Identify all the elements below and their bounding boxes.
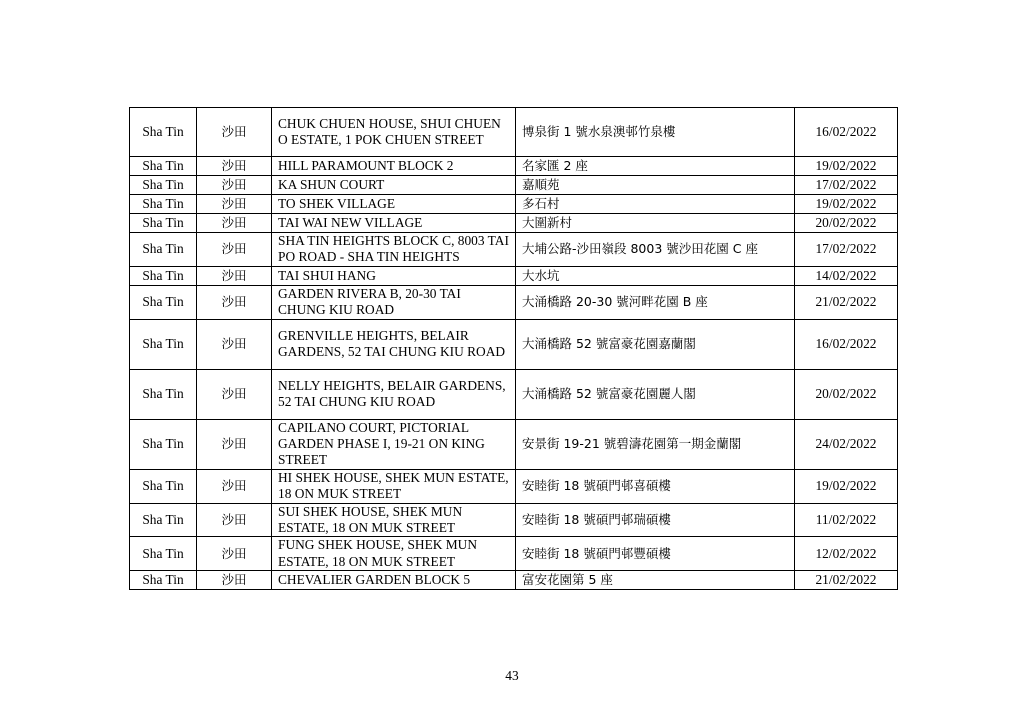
address-zh-cell: 大涌橋路 20-30 號河畔花園 B 座 [516, 285, 795, 319]
address-en-cell: CHEVALIER GARDEN BLOCK 5 [272, 571, 516, 590]
address-en-cell: CHUK CHUEN HOUSE, SHUI CHUEN O ESTATE, 1 POK CHUEN STREET [272, 108, 516, 157]
table-row [130, 369, 898, 419]
address-zh-cell: 大埔公路-沙田嶺段 8003 號沙田花園 C 座 [516, 233, 795, 267]
table-row [130, 419, 898, 469]
district-en-cell: Sha Tin [130, 157, 197, 176]
district-zh-cell: 沙田 [197, 319, 272, 369]
district-zh-cell: 沙田 [197, 266, 272, 285]
table-row [130, 469, 898, 503]
address-en-cell: SHA TIN HEIGHTS BLOCK C, 8003 TAI PO ROAD - SHA TIN HEIGHTS [272, 233, 516, 267]
date-cell: 19/02/2022 [795, 157, 898, 176]
table-row [130, 285, 898, 319]
district-zh-cell: 沙田 [197, 469, 272, 503]
date-cell: 24/02/2022 [795, 419, 898, 469]
date-cell: 20/02/2022 [795, 214, 898, 233]
district-en-cell: Sha Tin [130, 571, 197, 590]
table-row [130, 157, 898, 176]
date-cell: 19/02/2022 [795, 469, 898, 503]
district-zh-cell: 沙田 [197, 233, 272, 267]
district-en-cell: Sha Tin [130, 176, 197, 195]
district-en-cell: Sha Tin [130, 537, 197, 571]
address-en-cell: KA SHUN COURT [272, 176, 516, 195]
district-en-cell: Sha Tin [130, 469, 197, 503]
address-zh-cell: 大圍新村 [516, 214, 795, 233]
district-zh-cell: 沙田 [197, 571, 272, 590]
address-zh-cell: 大水坑 [516, 266, 795, 285]
address-en-cell: FUNG SHEK HOUSE, SHEK MUN ESTATE, 18 ON MUK STREET [272, 537, 516, 571]
buildings-table [129, 107, 898, 590]
district-en-cell: Sha Tin [130, 214, 197, 233]
table-row [130, 176, 898, 195]
district-en-cell: Sha Tin [130, 195, 197, 214]
address-zh-cell: 大涌橋路 52 號富豪花園麗人閣 [516, 369, 795, 419]
date-cell: 21/02/2022 [795, 285, 898, 319]
address-zh-cell: 富安花園第 5 座 [516, 571, 795, 590]
district-en-cell: Sha Tin [130, 369, 197, 419]
address-zh-cell: 大涌橋路 52 號富豪花園嘉蘭閣 [516, 319, 795, 369]
date-cell: 20/02/2022 [795, 369, 898, 419]
date-cell: 16/02/2022 [795, 108, 898, 157]
district-zh-cell: 沙田 [197, 195, 272, 214]
district-en-cell: Sha Tin [130, 503, 197, 537]
address-en-cell: TAI SHUI HANG [272, 266, 516, 285]
date-cell: 16/02/2022 [795, 319, 898, 369]
table-row [130, 233, 898, 267]
table-row [130, 266, 898, 285]
table-row [130, 503, 898, 537]
table-row [130, 214, 898, 233]
address-en-cell: CAPILANO COURT, PICTORIAL GARDEN PHASE I, 19-21 ON KING STREET [272, 419, 516, 469]
table-row [130, 537, 898, 571]
table-row [130, 319, 898, 369]
district-zh-cell: 沙田 [197, 108, 272, 157]
address-zh-cell: 安景街 19-21 號碧濤花園第一期金蘭閣 [516, 419, 795, 469]
address-en-cell: TAI WAI NEW VILLAGE [272, 214, 516, 233]
district-en-cell: Sha Tin [130, 319, 197, 369]
address-en-cell: HILL PARAMOUNT BLOCK 2 [272, 157, 516, 176]
district-zh-cell: 沙田 [197, 157, 272, 176]
district-en-cell: Sha Tin [130, 285, 197, 319]
date-cell: 14/02/2022 [795, 266, 898, 285]
date-cell: 12/02/2022 [795, 537, 898, 571]
table-row [130, 108, 898, 157]
address-en-cell: GARDEN RIVERA B, 20-30 TAI CHUNG KIU ROAD [272, 285, 516, 319]
district-en-cell: Sha Tin [130, 108, 197, 157]
address-zh-cell: 安睦街 18 號碩門邨豐碩樓 [516, 537, 795, 571]
district-zh-cell: 沙田 [197, 214, 272, 233]
date-cell: 19/02/2022 [795, 195, 898, 214]
date-cell: 21/02/2022 [795, 571, 898, 590]
address-en-cell: SUI SHEK HOUSE, SHEK MUN ESTATE, 18 ON MUK STREET [272, 503, 516, 537]
district-zh-cell: 沙田 [197, 176, 272, 195]
address-zh-cell: 多石村 [516, 195, 795, 214]
address-zh-cell: 嘉順苑 [516, 176, 795, 195]
table-row [130, 195, 898, 214]
address-en-cell: NELLY HEIGHTS, BELAIR GARDENS, 52 TAI CHUNG KIU ROAD [272, 369, 516, 419]
date-cell: 17/02/2022 [795, 233, 898, 267]
page-number: 43 [505, 668, 519, 683]
district-en-cell: Sha Tin [130, 266, 197, 285]
district-zh-cell: 沙田 [197, 285, 272, 319]
date-cell: 17/02/2022 [795, 176, 898, 195]
district-en-cell: Sha Tin [130, 233, 197, 267]
district-zh-cell: 沙田 [197, 419, 272, 469]
address-zh-cell: 博泉街 1 號水泉澳邨竹泉樓 [516, 108, 795, 157]
district-zh-cell: 沙田 [197, 537, 272, 571]
date-cell: 11/02/2022 [795, 503, 898, 537]
district-en-cell: Sha Tin [130, 419, 197, 469]
address-en-cell: HI SHEK HOUSE, SHEK MUN ESTATE, 18 ON MUK STREET [272, 469, 516, 503]
address-en-cell: GRENVILLE HEIGHTS, BELAIR GARDENS, 52 TAI CHUNG KIU ROAD [272, 319, 516, 369]
address-en-cell: TO SHEK VILLAGE [272, 195, 516, 214]
district-zh-cell: 沙田 [197, 369, 272, 419]
table-row [130, 571, 898, 590]
address-zh-cell: 名家匯 2 座 [516, 157, 795, 176]
table-body [130, 108, 898, 590]
address-zh-cell: 安睦街 18 號碩門邨喜碩樓 [516, 469, 795, 503]
address-zh-cell: 安睦街 18 號碩門邨瑞碩樓 [516, 503, 795, 537]
district-zh-cell: 沙田 [197, 503, 272, 537]
